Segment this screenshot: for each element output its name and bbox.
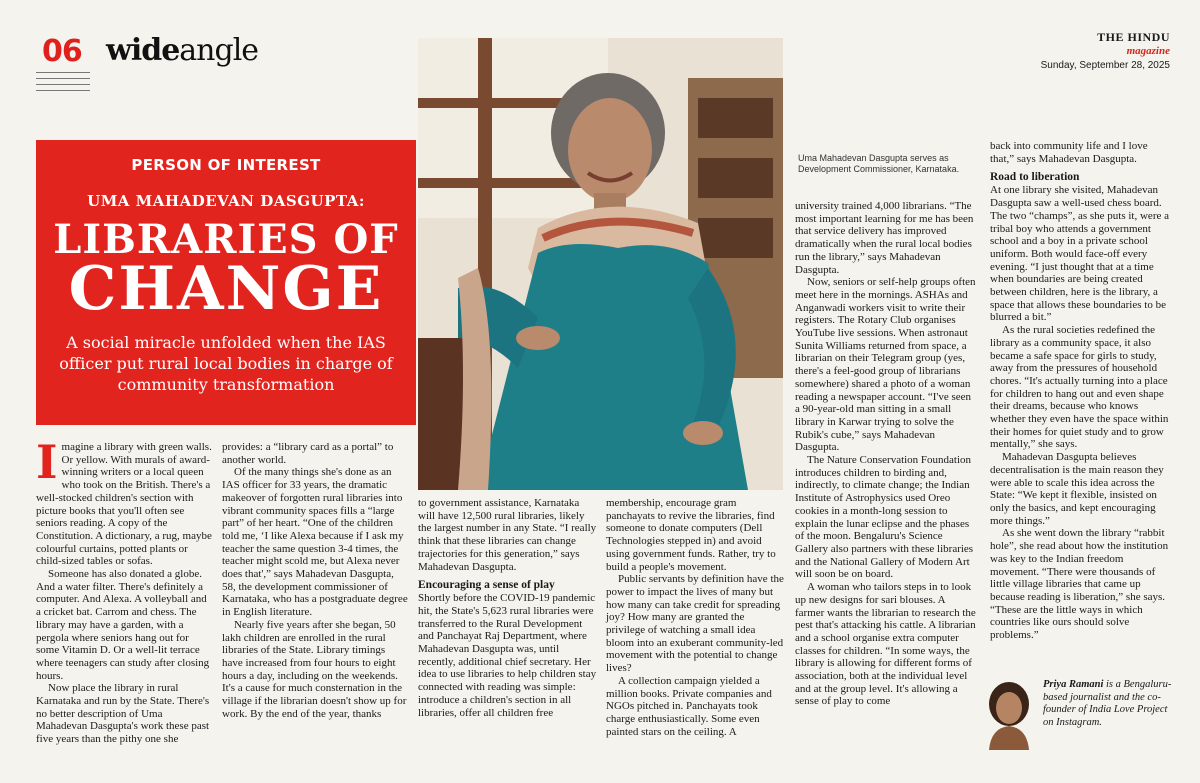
- portrait-illustration: [418, 38, 783, 490]
- article-paragraph: university trained 4,000 librarians. “The most important learning for me has been that service delivery has improved dramatically when the rural local bodies run the library,” says Mahadevan Dasgupta.: [795, 200, 974, 276]
- article-paragraph: back into community life and I love that,” says Mahadevan Dasgupta.: [990, 140, 1148, 165]
- article-paragraph: Of the many things she's done as an IAS officer for 33 years, the dramatic makeover of forgotten rural libraries into vibrant community spaces fills a “large part” of her heart. “One of the children told me, ‘I like Alexa because if I ask my teacher the same question 3-4 times, the teacher might scold me, but Alexa never does that',” says Mahadevan Dasgupta, 58, the development commissioner of Karnataka, who has a postgraduate degree in English literature.: [222, 466, 408, 619]
- author-avatar: [983, 678, 1035, 750]
- article-paragraph: Now, seniors or self-help groups often meet here in the mornings. ASHAs and Anganwadi workers visit to write their registers. The Rotary Club organises YouTube live sessions. When astronaut Sunita Williams returned from space, a librarian on their Telegram group (yes, there's a feel-good group of librarians somewhere) shared a photo of a woman reading a newspaper account. “I've seen a 90-year-old man sitting in a small library in Karwar trying to solve the Rubik's cube,” says Mahadevan Dasgupta.: [795, 276, 976, 454]
- article-paragraph: The Nature Conservation Foundation introduces children to birding and, indirectly, to climate change; the Indian Institute of Astrophysics used Oreo cookies in a month-long session to explain the lunar eclipse and the phases of the moon. Bengaluru's Science Gallery also partners with these libraries and the National Gallery of Modern Art will soon be on board.: [795, 454, 974, 581]
- section-heading: Encouraging a sense of play: [418, 579, 555, 592]
- article-paragraph: As the rural societies redefined the library as a community space, it also became a safe space for girls to study, away from the pressures of household chores. “It's actually turning into a place for children to hang out and even shape their dreams, because who knows whether they even have the space within their homes for quiet study and to grow mentally,” she says.: [990, 324, 1169, 451]
- author-bio: [1043, 679, 1173, 729]
- issue-date: Sunday, September 28, 2025: [1040, 60, 1170, 71]
- article-paragraph: Someone has also donated a globe. And a water filter. There's definitely a computer. And Alexa. A volleyball and a cricket bat. Carrom and chess. The library may have a garden, with a pergola where seniors hang out for some Vitamin D. Or a well-lit terrace where teenagers can study after closing hours.: [36, 568, 210, 682]
- decorative-rules: [36, 72, 90, 96]
- author-box: [983, 675, 1173, 755]
- article-paragraph: As she went down the library “rabbit hole”, she read about how the institution was key to the Indian freedom movement. “There were thousands of little village libraries that came up because reading is liberation,” she says. “These are the little ways in which countries like ours should solve problems.”: [990, 527, 1169, 642]
- section-title: [106, 33, 258, 68]
- portrait-photo: [418, 38, 783, 490]
- article-column-4: [606, 497, 786, 738]
- paragraph-text: magine a library with green walls. Or yellow. With murals of award-winning writers or a local queen who took on the British. There's a well-stocked children's section with picture books that you'll often see seniors reading. A copy of the Constitution. A dictionary, a rug, maybe colourful curtains, potted plants or child-sized tables or sofas.: [36, 441, 212, 568]
- page-number: 06: [42, 34, 82, 69]
- article-paragraph: A woman who tailors steps in to look up new designs for sari blouses. A farmer wants the librarian to research the pest that's attacking his cattle. A librarian and a school organise extra computer classes for children. “In some ways, the library is allowing for different forms of association, both at the individual level and at the group level. It's allowing a sense of play to come: [795, 581, 976, 708]
- section-heading: Road to liberation: [990, 171, 1080, 184]
- headline-box: [36, 140, 416, 425]
- publication-name: THE HINDU: [1097, 30, 1170, 44]
- article-paragraph: membership, encourage gram panchayats to revive the libraries, find someone to donate computers (Dell Technologies stepped in) and avoid using government funds. Rather, try to build a people's movement.: [606, 497, 776, 573]
- article-paragraph: Shortly before the COVID-19 pandemic hit, the State's 5,623 rural libraries were transferred to the Rural Development and Panchayat Raj Department, where Mahadevan Dasgupta was, until recently, additional chief secretary. Her idea to use libraries to help children stay connected with reading was simple: introduce a children's section in all libraries, offer all children free: [418, 592, 597, 719]
- article-column-6: [990, 140, 1170, 642]
- article-column-3: [418, 497, 598, 719]
- kicker: PERSON OF INTEREST: [131, 156, 321, 174]
- article-paragraph: At one library she visited, Mahadevan Dasgupta saw a well-used chess board. The two “champs”, as she puts it, were a tribal boy who attends a government school and a boy in a private school uniform. Both would face-off every evening. “I just thought that at a time when boundaries are being created between children, here is the library, a space that allows these boundaries to be blurred a bit.”: [990, 184, 1169, 324]
- article-column-5: [795, 200, 977, 708]
- article-column-1: [36, 435, 214, 746]
- headline-line2: CHANGE: [68, 254, 384, 324]
- masthead: [1041, 30, 1170, 71]
- headline-line1: LIBRARIES OF: [53, 216, 399, 263]
- article-paragraph: Now place the library in rural Karnataka and run by the State. There's no better description of Uma Mahadevan Dasgupta's work these past five years than the pithy one she: [36, 682, 210, 746]
- article-paragraph: Public servants by definition have the power to impact the lives of many but how many can take credit for spreading joy? How many are granted the privilege of watching a small idea bloom into an exuberant community-led movement with the potential to change lives?: [606, 573, 784, 675]
- subheadline: A social miracle unfolded when the IAS officer put rural local bodies in charge of community transformation: [59, 333, 393, 394]
- author-name: Priya Ramani: [1043, 679, 1104, 690]
- article-paragraph: [36, 435, 214, 568]
- article-paragraph: provides: a “library card as a portal” to another world.: [222, 441, 394, 466]
- article-paragraph: Mahadevan Dasgupta believes decentralisation is the main reason they were able to scale this idea across the State: “We kept it flexible, insisted on only the basics, and kept encouraging more things.”: [990, 451, 1164, 527]
- section-title-part2: angle: [179, 33, 259, 68]
- article-column-2: [222, 441, 408, 720]
- article-paragraph: to government assistance, Karnataka will have 12,500 rural libraries, likely the largest number in any State. “I really think that these libraries can change trajectories for this generation,” says Mahadevan Dasgupta.: [418, 497, 597, 573]
- magazine-label: magazine: [1126, 45, 1170, 57]
- article-paragraph: A collection campaign yielded a million books. Private companies and NGOs pitched in. Panchayats took charge enthusiastically. Some even painted stars on the ceiling. A: [606, 674, 772, 738]
- section-title-part1: wide: [106, 33, 180, 68]
- article-paragraph: Nearly five years after she began, 50 lakh children are enrolled in the rural libraries of the State. Library timings have increased from four hours to eight hours a day, including on the weekends. It's a cause for much consternation in the village if the librarian doesn't show up for work. By the end of the year, thanks: [222, 618, 407, 720]
- photo-caption: Uma Mahadevan Dasgupta serves as Development Commissioner, Karnataka.: [798, 153, 960, 174]
- subject-name: UMA MAHADEVAN DASGUPTA:: [87, 192, 365, 210]
- drop-cap: I: [36, 435, 58, 489]
- author-description: is a Bengaluru-based journalist and the co-founder of India Love Project on Instagram.: [1043, 679, 1172, 728]
